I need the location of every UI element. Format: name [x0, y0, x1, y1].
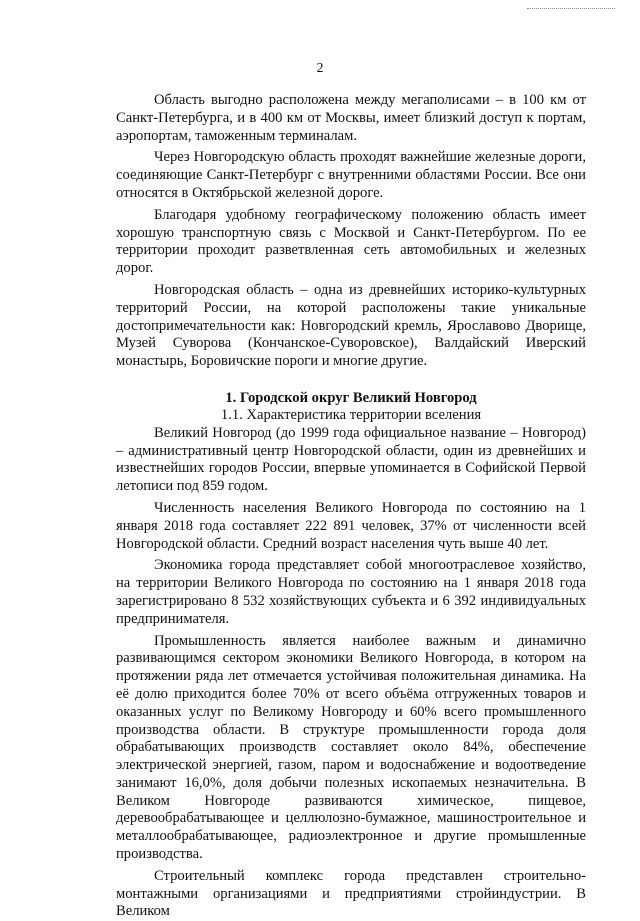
paragraph-city-intro: Великий Новгород (до 1999 года официальное название – Новгород) – административный центр Новгородской области, один из древнейших и известнейших городов России, впервые упоминается в Софийской Первой летописи под 859 годом.: [116, 424, 586, 495]
section-subheading: 1.1. Характеристика территории вселения: [220, 406, 482, 423]
page-number: 2: [316, 61, 324, 76]
paragraph-transport: Благодаря удобному географическому положению область имеет хорошую транспортную связь с Москвой и Санкт-Петербургом. По ее территории проходит разветвленная сеть автомобильных и железных дорог.: [116, 206, 586, 277]
section-heading: 1. Городской округ Великий Новгород: [225, 389, 477, 406]
paragraph-railways: Через Новгородскую область проходят важнейшие железные дороги, соединяющие Санкт-Петербург с внутренними областями России. Все они относятся в Октябрьской железной дороге.: [116, 149, 586, 201]
paragraph-industry: Промышленность является наиболее важным и динамично развивающимся сектором экономики Великого Новгорода, в котором на протяжении ряда лет отмечается устойчивая положительная динамика. На её долю приходится более 70% от всего объёма отгруженных товаров и оказанных услуг по Великому Новгороду и 60% всего промышленного производства области. В структуре промышленности города доля обрабатывающих производств составляет около 84%, обеспечение электрической энергией, газом, паром и водоснабжение и водоотведение занимают 16,0%, доля добычи полезных ископаемых незначительна. В Великом Новгороде развиваются химическое, пищевое, деревообрабатывающее и целлюлозно-бумажное, машиностроительное и металлообрабатывающее, радиоэлектронное и другие промышленные производства.: [116, 632, 586, 863]
paragraph-construction: Строительный комплекс города представлен строительно-монтажными организациями и предприятиями стройиндустрии. В Великом: [116, 867, 586, 920]
document-body: [116, 92, 586, 921]
paragraph-location: Область выгодно расположена между мегаполисами – в 100 км от Санкт-Петербурга, и в 400 км от Москвы, имеет близкий доступ к портам, аэропортам, таможенным терминалам.: [116, 92, 586, 144]
paragraph-population: Численность населения Великого Новгорода по состоянию на 1 января 2018 года составляет 222 891 человек, 37% от численности всей Новгородской области. Средний возраст населения чуть выше 40 лет.: [116, 499, 586, 552]
paragraph-heritage: Новгородская область – одна из древнейших историко-культурных территорий России, на которой расположены такие уникальные достопримечательности как: Новгородский кремль, Ярославово Дворище, Музей Суворова (Кончанское-Суворовское), Валдайский Иверский монастырь, Боровичские пороги и многие другие.: [116, 281, 586, 370]
top-dotted-rule: [527, 8, 615, 9]
paragraph-economy: Экономика города представляет собой многоотраслевое хозяйство, на территории Великого Новгорода по состоянию на 1 января 2018 года зарегистрировано 8 532 хозяйствующих субъекта и 6 392 индивидуальных предпринимателя.: [116, 557, 586, 627]
